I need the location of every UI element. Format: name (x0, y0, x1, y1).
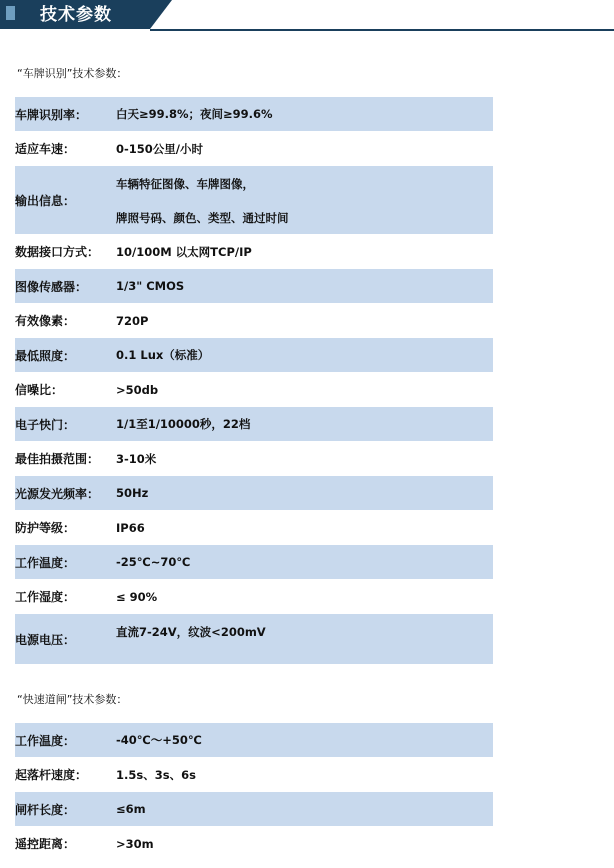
row-value: 720P (116, 313, 149, 328)
row-label: 遥控距离： (15, 837, 76, 851)
table-row (15, 545, 493, 579)
row-value: -40℃～+50℃ (116, 733, 202, 747)
row-label: 车牌识别率： (15, 107, 88, 122)
row-label: 电源电压： (15, 632, 76, 647)
row-label: 电子快门： (15, 417, 76, 432)
table-row (15, 792, 493, 826)
table-row (15, 131, 493, 166)
spec-table-plate-recognition (15, 97, 493, 664)
row-value: 直流7-24V，纹波<200mV (116, 625, 266, 639)
row-value: ≤6m (116, 802, 146, 816)
table-row (15, 510, 493, 545)
table-row (15, 723, 493, 757)
spec-table-barrier-gate (15, 723, 493, 861)
table-row (15, 441, 493, 476)
table-row (15, 303, 493, 338)
row-value: 3-10米 (116, 451, 157, 466)
table-row (15, 338, 493, 372)
row-value: 1/1至1/10000秒，22档 (116, 417, 251, 431)
row-label: 输出信息： (15, 193, 76, 208)
row-label: 信噪比： (15, 383, 64, 397)
table-row (15, 757, 493, 792)
table-row (15, 826, 493, 861)
row-value: 10/100M 以太网TCP/IP (116, 244, 252, 259)
row-value-multiline (116, 166, 493, 234)
row-label: 工作温度： (15, 733, 76, 748)
section-title-barrier-gate: “快速道闸”技术参数： (17, 693, 128, 706)
table-row (15, 579, 493, 614)
table-row (15, 476, 493, 510)
row-label: 工作温度： (15, 555, 76, 570)
table-row (15, 407, 493, 441)
section-title-plate-recognition: “车牌识别”技术参数： (17, 67, 128, 80)
row-value: 1/3" CMOS (116, 279, 185, 293)
row-value-line: 牌照号码、颜色、类型、通过时间 (116, 211, 289, 225)
row-value: 1.5s、3s、6s (116, 767, 196, 782)
header-accent-mark (6, 6, 15, 20)
table-row (15, 269, 493, 303)
row-label: 图像传感器： (15, 279, 88, 294)
row-label: 起落杆速度： (15, 768, 88, 782)
header-divider (150, 29, 614, 31)
row-value: 0.1 Lux（标准） (116, 348, 210, 362)
row-label: 最佳拍摄范围： (15, 452, 100, 466)
table-row (15, 166, 493, 234)
row-value: -25℃~70℃ (116, 555, 191, 569)
row-value: 50Hz (116, 486, 149, 500)
row-label: 适应车速： (15, 142, 76, 156)
row-value: >50db (116, 382, 159, 397)
row-value: 白天≥99.8%；夜间≥99.6% (116, 107, 273, 121)
row-label: 光源发光频率： (15, 486, 100, 501)
table-row (15, 234, 493, 269)
row-value: >30m (116, 836, 154, 851)
row-label: 数据接口方式： (15, 245, 100, 259)
row-label: 防护等级： (15, 521, 76, 535)
table-row (15, 372, 493, 407)
header-tab-slant (150, 0, 172, 29)
page-title: 技术参数 (40, 5, 112, 25)
row-label: 工作湿度： (15, 590, 76, 604)
row-value: 0-150公里/小时 (116, 141, 203, 156)
table-row (15, 97, 493, 131)
table-row (15, 614, 493, 664)
row-value-line: 车辆特征图像、车牌图像， (116, 177, 254, 191)
row-value: IP66 (116, 520, 145, 535)
row-label: 闸杆长度： (15, 802, 76, 817)
section-header (0, 0, 614, 32)
row-value: ≤ 90% (116, 589, 158, 604)
row-label: 有效像素： (15, 314, 76, 328)
row-label: 最低照度： (15, 348, 76, 363)
